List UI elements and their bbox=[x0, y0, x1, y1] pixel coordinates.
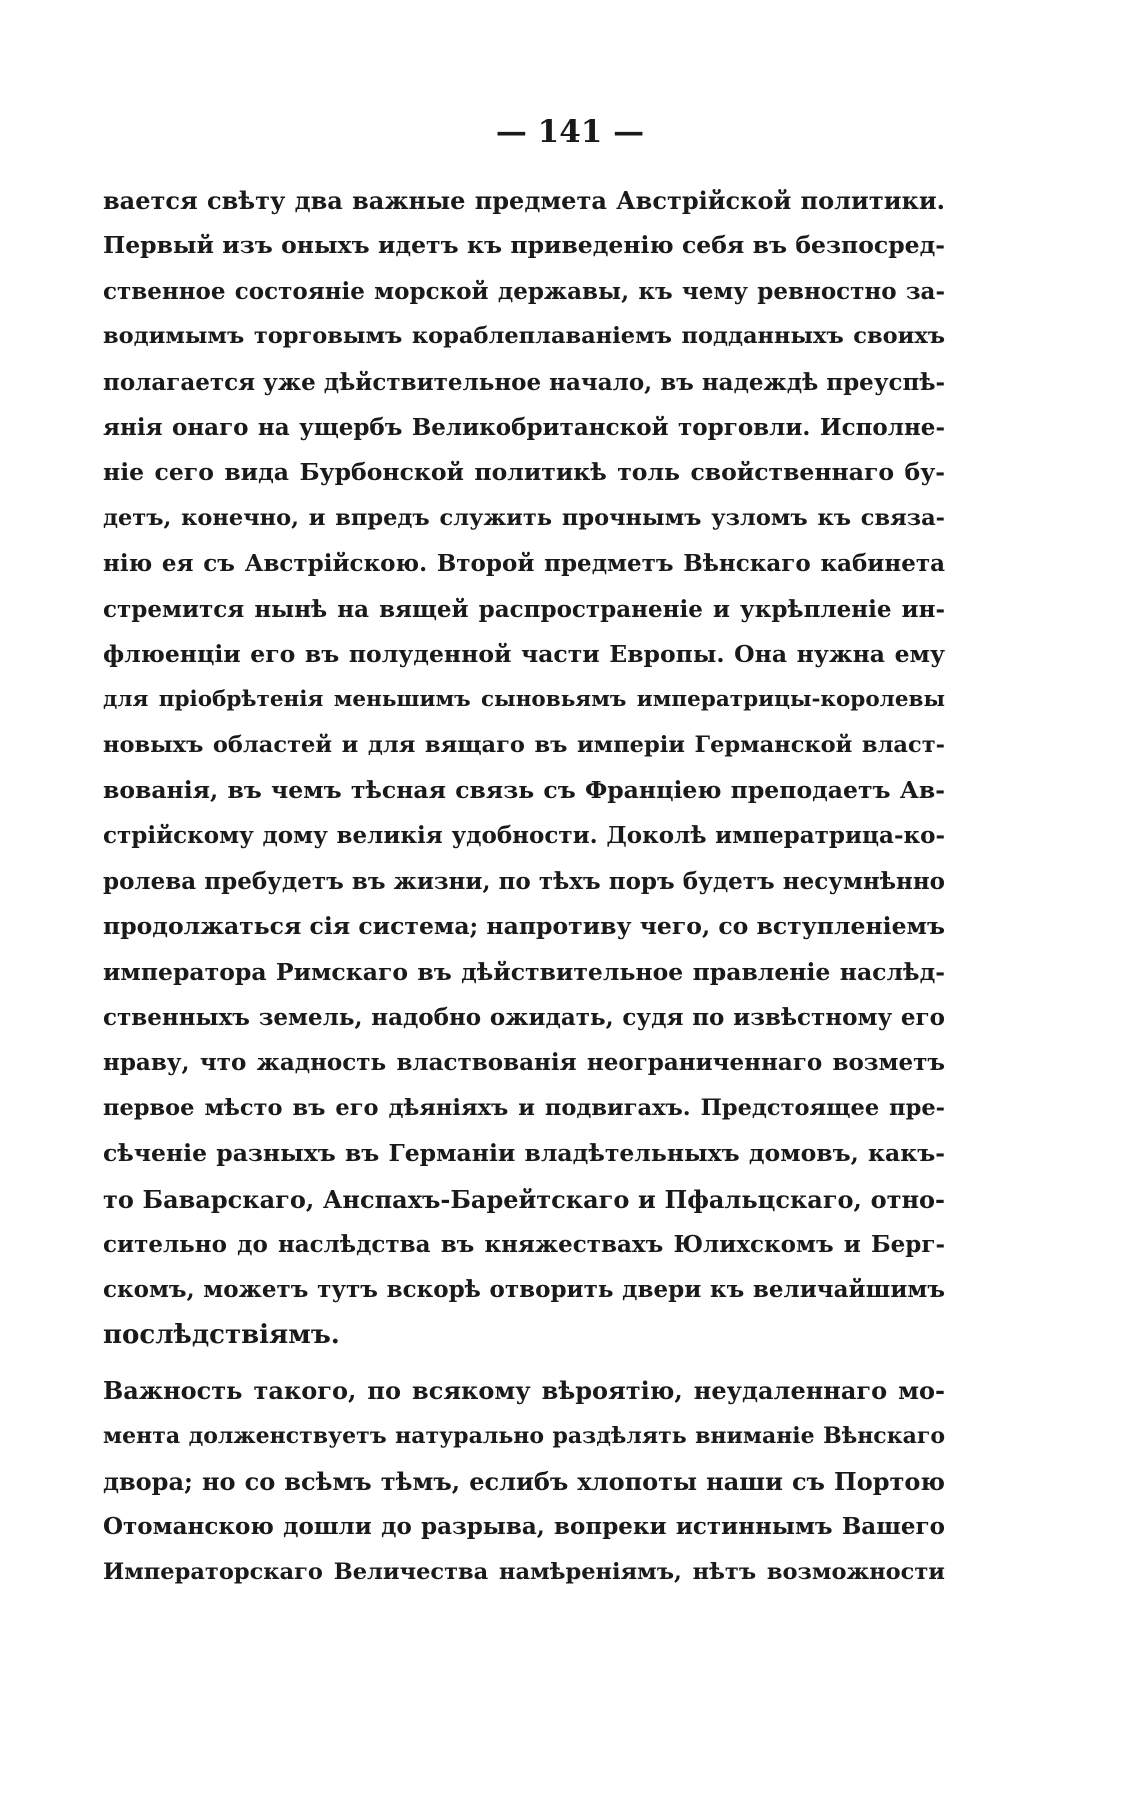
text-line: первое мѣсто въ его дѣяніяхъ и подвигахъ. Предстоящее пре- bbox=[103, 1094, 945, 1121]
text-line: детъ, конечно, и впредъ служить прочнымъ узломъ къ связа- bbox=[103, 504, 945, 531]
text-line: вается свѣту два важные предмета Австрійской политики. bbox=[103, 186, 945, 215]
text-line: нраву, что жадность властвованія неограниченнаго возметъ bbox=[103, 1049, 945, 1077]
text-line: ственное состояніе морской державы, къ чему ревностно за- bbox=[103, 277, 945, 305]
paragraph-1 bbox=[103, 178, 945, 1358]
text-line: ніе сего вида Бурбонской политикѣ толь свойственнаго бу- bbox=[103, 458, 945, 487]
text-line: Отоманскою дошли до разрыва, вопреки истиннымъ Вашего bbox=[103, 1513, 945, 1541]
text-line: мента долженствуетъ натурально раздѣлять вниманіе Вѣнскаго bbox=[103, 1422, 945, 1449]
text-line: Важность такого, по всякому вѣроятію, неудаленнаго мо- bbox=[103, 1376, 945, 1406]
paragraph-gap bbox=[103, 1358, 945, 1368]
text-line: флюенціи его въ полуденной части Европы. Она нужна ему bbox=[103, 639, 945, 668]
text-line: для пріобрѣтенія меньшимъ сыновьямъ императрицы-королевы bbox=[103, 687, 945, 713]
text-line: нію ея съ Австрійскою. Второй предметъ Вѣнскаго кабинета bbox=[103, 550, 945, 578]
text-line: стремится нынѣ на вящей распространеніе и укрѣпленіе ин- bbox=[103, 595, 945, 623]
text-line: ственныхъ земель, надобно ожидать, судя по извѣстному его bbox=[103, 1004, 945, 1032]
text-line: янія онаго на ущербъ Великобританской торговли. Исполне- bbox=[103, 413, 945, 441]
text-line: то Баварскаго, Анспахъ-Барейтскаго и Пфальцскаго, отно- bbox=[103, 1184, 945, 1214]
text-line: полагается уже дѣйствительное начало, въ надеждѣ преуспѣ- bbox=[103, 368, 945, 396]
text-line: стрійскому дому великія удобности. Доколѣ императрица-ко- bbox=[103, 822, 945, 850]
text-line: ролева пребудетъ въ жизни, по тѣхъ поръ будетъ несумнѣнно bbox=[103, 867, 945, 895]
text-line: Первый изъ оныхъ идетъ къ приведенію себя въ безпосред- bbox=[103, 231, 945, 260]
text-line: сительно до наслѣдства въ княжествахъ Юлихскомъ и Берг- bbox=[103, 1230, 945, 1258]
body-text bbox=[103, 178, 945, 1595]
text-line: императора Римскаго въ дѣйствительное правленіе наслѣд- bbox=[103, 957, 945, 986]
text-line: двора; но со всѣмъ тѣмъ, еслибъ хлопоты наши съ Портою bbox=[103, 1466, 945, 1496]
text-line: вованія, въ чемъ тѣсная связь съ Франціею преподаетъ Ав- bbox=[103, 776, 945, 805]
text-line: послѣдствіямъ. bbox=[103, 1319, 340, 1350]
text-line: новыхъ областей и для вящаго въ имперіи Германской власт- bbox=[103, 731, 945, 758]
page-number: — 141 — bbox=[495, 114, 645, 150]
text-line: продолжаться сія система; напротиву чего, со вступленіемъ bbox=[103, 912, 945, 941]
text-line: Императорскаго Величества намѣреніямъ, нѣтъ возможности bbox=[103, 1558, 945, 1585]
paragraph-2 bbox=[103, 1368, 945, 1595]
text-line: сѣченіе разныхъ въ Германіи владѣтельныхъ домовъ, какъ- bbox=[103, 1139, 945, 1168]
text-line: скомъ, можетъ тутъ вскорѣ отворить двери къ величайшимъ bbox=[103, 1276, 945, 1304]
text-line: водимымъ торговымъ кораблеплаваніемъ подданныхъ своихъ bbox=[103, 323, 945, 350]
